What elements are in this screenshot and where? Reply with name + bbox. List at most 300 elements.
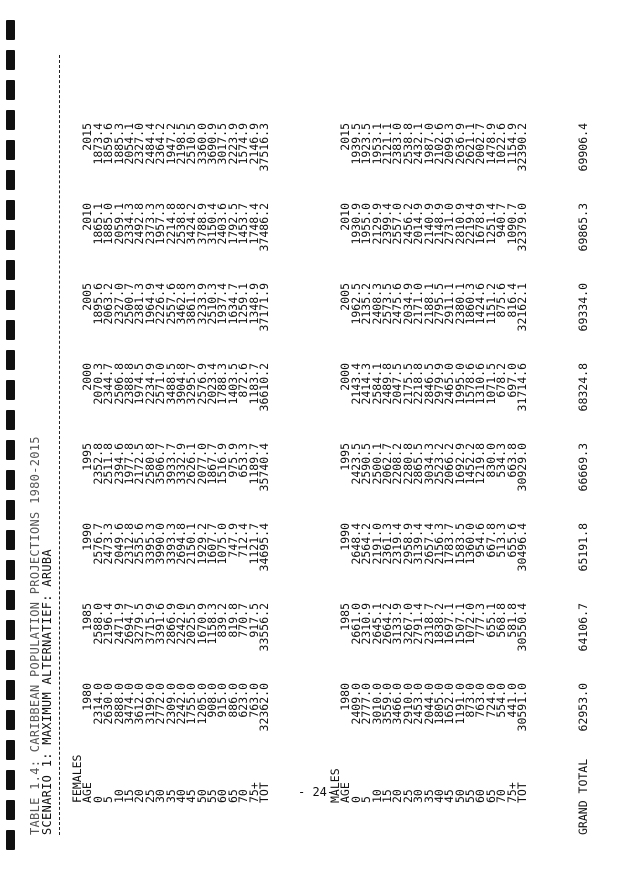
population-value: 1191.0 [452, 683, 467, 725]
population-value: 2062.7 [379, 443, 394, 485]
age-group-label: 35 [163, 789, 178, 803]
population-value: 1995.0 [452, 363, 467, 405]
age-group-label: 25 [400, 789, 415, 803]
population-value: 1310.6 [473, 363, 488, 405]
population-value: 3395.3 [142, 523, 157, 565]
age-group-label: 30 [411, 789, 426, 803]
population-value: 2196.4 [101, 603, 116, 645]
population-value: 908.0 [205, 683, 220, 718]
population-value: 819.8 [225, 603, 240, 638]
population-value: 655.6 [504, 523, 519, 558]
age-group-label: 0 [348, 796, 363, 803]
age-group-label: TOT [257, 782, 272, 803]
population-value: 2034.9 [400, 283, 415, 325]
population-value: 2489.8 [379, 363, 394, 405]
population-value: 2188.1 [421, 283, 436, 325]
population-value: 1964.9 [142, 283, 157, 325]
grand-total-value: 69334.0 [576, 283, 590, 332]
population-value: 2510.5 [184, 123, 199, 165]
age-group-label: 70 [236, 789, 251, 803]
population-value: 2492.8 [132, 203, 147, 245]
population-value: 34695.4 [257, 523, 272, 572]
population-value: 1895.6 [90, 283, 105, 325]
population-value: 1670.9 [194, 603, 209, 645]
population-value: 1962.5 [348, 283, 363, 325]
population-value: 2361.3 [379, 523, 394, 565]
population-value: 770.7 [236, 603, 251, 638]
population-value: 2364.2 [153, 123, 168, 165]
population-value: 3360.0 [194, 123, 209, 165]
population-value: 3559.0 [379, 683, 394, 725]
year-header: 1985 [80, 603, 95, 631]
population-value: 30496.4 [515, 523, 530, 572]
population-value: 2795.5 [431, 283, 446, 325]
population-value: 2621.1 [463, 123, 478, 165]
population-value: 2408.3 [369, 283, 384, 325]
population-value: 1583.5 [452, 523, 467, 565]
population-value: 2344.7 [101, 363, 116, 405]
population-value: 2121.1 [379, 123, 394, 165]
age-group-label: 15 [379, 789, 394, 803]
population-value: 3295.7 [184, 363, 199, 405]
population-value: 1974.5 [132, 363, 147, 405]
population-value: 747.9 [225, 523, 240, 558]
population-value: 2049.6 [111, 523, 126, 565]
binder-holes [6, 0, 18, 875]
population-value: 2584.1 [369, 363, 384, 405]
population-value: 3466.0 [390, 683, 405, 725]
population-value: 2538.8 [400, 123, 415, 165]
population-value: 32390.2 [515, 123, 530, 172]
population-value: 3933.7 [163, 443, 178, 485]
population-value: 2191.0 [369, 523, 384, 565]
population-value: 1930.9 [348, 203, 363, 245]
population-value: 3391.6 [153, 603, 168, 645]
population-value: 915.0 [215, 683, 230, 718]
year-header: 2000 [80, 363, 95, 391]
population-value: 1151.2 [483, 283, 498, 325]
age-group-label: 65 [483, 789, 498, 803]
population-value: 1360.0 [463, 523, 478, 565]
population-value: 1574.9 [236, 123, 251, 165]
population-value: 2129.9 [369, 203, 384, 245]
population-value: 3233.9 [194, 283, 209, 325]
population-value: 1516.9 [215, 443, 230, 485]
population-value: 2630.0 [101, 683, 116, 725]
page-number: - 24- [298, 785, 335, 799]
population-value: 36610.2 [257, 363, 272, 412]
females-rows [90, 123, 272, 803]
population-value: 2099.3 [442, 123, 457, 165]
population-value: 2500.7 [121, 283, 136, 325]
population-value: 777.3 [473, 603, 488, 638]
year-header: 1995 [80, 443, 95, 471]
year-header: 2000 [338, 363, 353, 391]
males-rows [348, 123, 530, 803]
population-value: 2218.8 [411, 363, 426, 405]
grand-total-value: 62953.0 [576, 683, 590, 732]
population-value: 2014.9 [411, 203, 426, 245]
age-group-label: 5 [101, 796, 116, 803]
population-value: 1478.9 [483, 123, 498, 165]
age-group-label: 60 [215, 789, 230, 803]
population-value: 1838.2 [431, 603, 446, 645]
population-value: 839.2 [215, 603, 230, 638]
population-value: 2148.9 [431, 203, 446, 245]
population-value: 37516.3 [257, 123, 272, 172]
population-value: 2414.3 [359, 363, 374, 405]
population-value: 2511.8 [101, 443, 116, 485]
year-header: 1990 [338, 523, 353, 551]
population-value: 2510.3 [205, 283, 220, 325]
population-value: 2150.1 [184, 523, 199, 565]
age-group-label: 55 [463, 789, 478, 803]
population-value: 3474.0 [121, 683, 136, 725]
population-value: 35740.4 [257, 443, 272, 492]
males-table [328, 123, 530, 803]
population-value: 1885.0 [101, 203, 116, 245]
population-value: 2523.2 [431, 443, 446, 485]
population-value: 2063.2 [101, 283, 116, 325]
population-value: 2657.4 [421, 523, 436, 565]
grand-total-value: 69865.3 [576, 203, 590, 252]
population-value: 2590.5 [359, 443, 374, 485]
population-value: 1792.5 [225, 203, 240, 245]
population-value: 1788.3 [215, 363, 230, 405]
population-value: 2334.3 [121, 203, 136, 245]
population-value: 667.8 [483, 523, 498, 558]
population-value: 33556.2 [257, 603, 272, 652]
population-value: 1219.8 [473, 443, 488, 485]
population-value: 3690.9 [205, 123, 220, 165]
age-group-label: 20 [390, 789, 405, 803]
population-value: 441.0 [504, 683, 519, 718]
population-value: 2888.0 [111, 683, 126, 725]
population-value: 873.0 [463, 683, 478, 718]
population-value: 2208.2 [390, 443, 405, 485]
population-value: 763.0 [246, 683, 261, 718]
age-group-label: 10 [369, 789, 384, 803]
population-value: 1183.7 [246, 363, 261, 405]
population-value: 2473.3 [101, 523, 116, 565]
population-value: 975.9 [225, 443, 240, 478]
population-value: 3034.3 [421, 443, 436, 485]
population-value: 2865.5 [411, 443, 426, 485]
population-value: 554.0 [494, 683, 509, 718]
population-value: 568.8 [494, 603, 509, 638]
grand-total-value: 64106.7 [576, 603, 590, 652]
population-value: 1259.1 [236, 283, 251, 325]
population-value: 2023.4 [205, 363, 220, 405]
population-value: 1634.7 [225, 283, 240, 325]
population-value: 3990.0 [153, 523, 168, 565]
population-value: 2588.0 [90, 603, 105, 645]
population-value: 655.1 [483, 603, 498, 638]
population-value: 2135.2 [359, 283, 374, 325]
population-value: 1158.3 [205, 603, 220, 645]
population-value: 1929.2 [194, 523, 209, 565]
population-value: 3010.0 [369, 683, 384, 725]
population-value: 1507.1 [452, 603, 467, 645]
population-value: 1403.5 [225, 363, 240, 405]
population-value: 3861.3 [184, 283, 199, 325]
population-value: 3139.4 [411, 523, 426, 565]
age-group-label: 50 [194, 789, 209, 803]
table-row [515, 123, 530, 803]
rotated-page [28, 45, 593, 835]
population-value: 1947.2 [163, 123, 178, 165]
population-value: 2456.2 [400, 203, 415, 245]
population-value: 1452.2 [463, 443, 478, 485]
population-value: 2911.1 [442, 283, 457, 325]
population-value: 1578.6 [463, 363, 478, 405]
age-group-label: 20 [132, 789, 147, 803]
age-group-label: TOT [515, 782, 530, 803]
population-value: 30591.0 [515, 683, 530, 732]
population-value: 2664.2 [379, 603, 394, 645]
population-value: 2002.7 [473, 123, 488, 165]
population-value: 2140.9 [421, 203, 436, 245]
population-value: 2312.8 [121, 523, 136, 565]
population-value: 2314.0 [90, 683, 105, 725]
population-value: 1865.1 [90, 203, 105, 245]
population-value: 2453.0 [411, 683, 426, 725]
age-group-label: 30 [153, 789, 168, 803]
population-value: 1022.6 [494, 123, 509, 165]
population-value: 2573.5 [379, 283, 394, 325]
population-value: 3393.3 [163, 523, 178, 565]
year-header: 1980 [338, 683, 353, 711]
population-value: 1607.7 [205, 523, 220, 565]
population-value: 2242.0 [173, 683, 188, 725]
year-header: 2010 [338, 203, 353, 231]
population-value: 1189.7 [246, 443, 261, 485]
age-group-label: 45 [442, 789, 457, 803]
population-value: 3788.9 [194, 203, 209, 245]
year-header: 2015 [338, 123, 353, 151]
population-value: 2694.8 [173, 523, 188, 565]
population-value: 3506.7 [153, 443, 168, 485]
population-value: 2327.0 [111, 283, 126, 325]
population-value: 2772.0 [153, 683, 168, 725]
population-value: 2866.9 [163, 603, 178, 645]
table-row [257, 123, 272, 803]
population-value: 2538.8 [173, 203, 188, 245]
population-value: 2432.1 [411, 123, 426, 165]
population-value: 1071.5 [483, 363, 498, 405]
population-value: 3017.5 [215, 123, 230, 165]
population-value: 2506.8 [111, 363, 126, 405]
population-value: 31714.6 [515, 363, 530, 412]
grand-total-row [576, 123, 590, 835]
population-value: 2557.6 [163, 283, 178, 325]
population-value: 2383.0 [390, 123, 405, 165]
population-value: 2381.3 [132, 283, 147, 325]
population-value: 2025.5 [184, 603, 199, 645]
population-value: 663.8 [504, 443, 519, 478]
population-value: 3488.5 [163, 363, 178, 405]
population-value: 32362.0 [257, 683, 272, 732]
population-value: 697.0 [504, 363, 519, 398]
population-value: 2409.0 [348, 683, 363, 725]
population-value: 1348.9 [246, 283, 261, 325]
population-value: 623.0 [236, 683, 251, 718]
population-value: 3267.0 [400, 603, 415, 645]
population-value: 2471.9 [111, 603, 126, 645]
population-value: 872.6 [236, 363, 251, 398]
population-value: 1939.5 [348, 123, 363, 165]
population-value: 2777.0 [359, 683, 374, 725]
population-value: 2143.4 [348, 363, 363, 405]
population-value: 2219.4 [463, 203, 478, 245]
population-value: 2636.9 [452, 123, 467, 165]
age-group-label: 60 [473, 789, 488, 803]
population-value: 1453.7 [236, 203, 251, 245]
year-header: 2010 [80, 203, 95, 231]
population-value: 2352.8 [90, 443, 105, 485]
population-value: 2102.6 [431, 123, 446, 165]
population-value: 1873.4 [90, 123, 105, 165]
age-group-label: 45 [184, 789, 199, 803]
grand-total-value: 66669.3 [576, 443, 590, 492]
population-value: 2373.3 [142, 203, 157, 245]
population-value: 2234.9 [142, 363, 157, 405]
population-value: 2070.3 [90, 363, 105, 405]
population-value: 2399.4 [379, 203, 394, 245]
population-value: 2576.9 [194, 363, 209, 405]
population-value: 37171.9 [257, 283, 272, 332]
population-value: 830.0 [483, 443, 498, 478]
population-value: 2576.7 [90, 523, 105, 565]
age-group-label: 25 [142, 789, 157, 803]
age-group-label: 15 [121, 789, 136, 803]
age-group-label: 75+ [504, 782, 519, 803]
grand-total-value: 68324.8 [576, 363, 590, 412]
population-value: 1937.4 [215, 283, 230, 325]
population-value: 2214.8 [163, 203, 178, 245]
population-value: 724.0 [483, 683, 498, 718]
population-value: 2066.2 [442, 443, 457, 485]
population-value: 940.7 [494, 203, 509, 238]
population-value: 2648.4 [348, 523, 363, 565]
population-value: 1652.0 [442, 683, 457, 725]
population-value: 2500.1 [369, 443, 384, 485]
population-value: 2791.4 [411, 603, 426, 645]
population-value: 2380.1 [452, 283, 467, 325]
population-value: 1783.7 [442, 523, 457, 565]
population-value: 2661.0 [348, 603, 363, 645]
population-value: 513.3 [494, 523, 509, 558]
population-value: 1424.6 [473, 283, 488, 325]
population-value: 534.3 [494, 443, 509, 478]
population-value: 1090.7 [504, 203, 519, 245]
population-value: 1755.0 [184, 683, 199, 725]
population-value: 2535.6 [132, 523, 147, 565]
population-value: 816.4 [504, 283, 519, 318]
age-group-label: 40 [173, 789, 188, 803]
population-value: 954.6 [473, 523, 488, 558]
population-value: 2958.9 [400, 523, 415, 565]
population-value: 653.3 [236, 443, 251, 478]
year-header: 2005 [80, 283, 95, 311]
population-value: 2054.1 [121, 123, 136, 165]
year-header: 1995 [338, 443, 353, 471]
population-value: 30929.0 [515, 443, 530, 492]
population-value: 1697.1 [442, 603, 457, 645]
population-value: 2388.8 [121, 363, 136, 405]
age-header: AGE [80, 782, 95, 803]
population-value: 2047.5 [390, 363, 405, 405]
population-value: 2175.5 [400, 363, 415, 405]
population-value: 2810.9 [452, 203, 467, 245]
year-header: 2015 [80, 123, 95, 151]
females-table [70, 123, 272, 803]
population-value: 2077.0 [194, 443, 209, 485]
age-group-label: 50 [452, 789, 467, 803]
population-value: 1121.7 [246, 523, 261, 565]
population-value: 2403.6 [215, 203, 230, 245]
age-group-label: 40 [431, 789, 446, 803]
population-value: 1154.9 [504, 123, 519, 165]
population-value: 3150.4 [205, 203, 220, 245]
population-value: 2171.0 [411, 283, 426, 325]
scenario-title: SCENARIO 1: MAXIMUM ALTERNATIEF: ARUBA [40, 549, 54, 835]
year-header: 1990 [80, 523, 95, 551]
population-value: 2327.0 [132, 123, 147, 165]
population-value: 2910.0 [400, 683, 415, 725]
age-group-label: 55 [205, 789, 220, 803]
population-value: 32162.1 [515, 283, 530, 332]
population-value: 2280.8 [400, 443, 415, 485]
population-value: 2172.5 [132, 443, 147, 485]
population-value: 3424.2 [184, 203, 199, 245]
population-value: 1805.0 [431, 683, 446, 725]
population-value: 1957.3 [153, 203, 168, 245]
population-value: 2731.0 [442, 203, 457, 245]
population-value: 3462.8 [173, 283, 188, 325]
population-value: 2423.5 [348, 443, 363, 485]
population-value: 2580.8 [142, 443, 157, 485]
population-value: 1955.0 [359, 203, 374, 245]
population-value: 1923.5 [359, 123, 374, 165]
population-value: 2465.0 [442, 363, 457, 405]
population-value: 1953.1 [369, 123, 384, 165]
population-value: 2626.1 [184, 443, 199, 485]
age-group-label: 65 [225, 789, 240, 803]
population-value: 712.4 [236, 523, 251, 558]
population-value: 2318.7 [421, 603, 436, 645]
population-value: 2645.1 [369, 603, 384, 645]
age-header: AGE [338, 782, 353, 803]
grand-total-label: GRAND TOTAL [576, 758, 590, 835]
population-value: 2044.0 [421, 683, 436, 725]
population-value: 875.6 [494, 283, 509, 318]
population-value: 32379.0 [515, 203, 530, 252]
population-value: 2564.2 [359, 523, 374, 565]
population-value: 1748.4 [246, 203, 261, 245]
population-value: 30550.4 [515, 603, 530, 652]
year-header: 2005 [338, 283, 353, 311]
population-value: 2979.9 [431, 363, 446, 405]
population-value: 3904.8 [173, 363, 188, 405]
population-value: 1692.9 [452, 443, 467, 485]
population-value: 3612.0 [132, 683, 147, 725]
population-value: 3332.9 [173, 443, 188, 485]
population-value: 581.8 [504, 603, 519, 638]
population-value: 1072.0 [463, 603, 478, 645]
population-value: 886.0 [225, 683, 240, 718]
population-value: 3199.0 [142, 683, 157, 725]
